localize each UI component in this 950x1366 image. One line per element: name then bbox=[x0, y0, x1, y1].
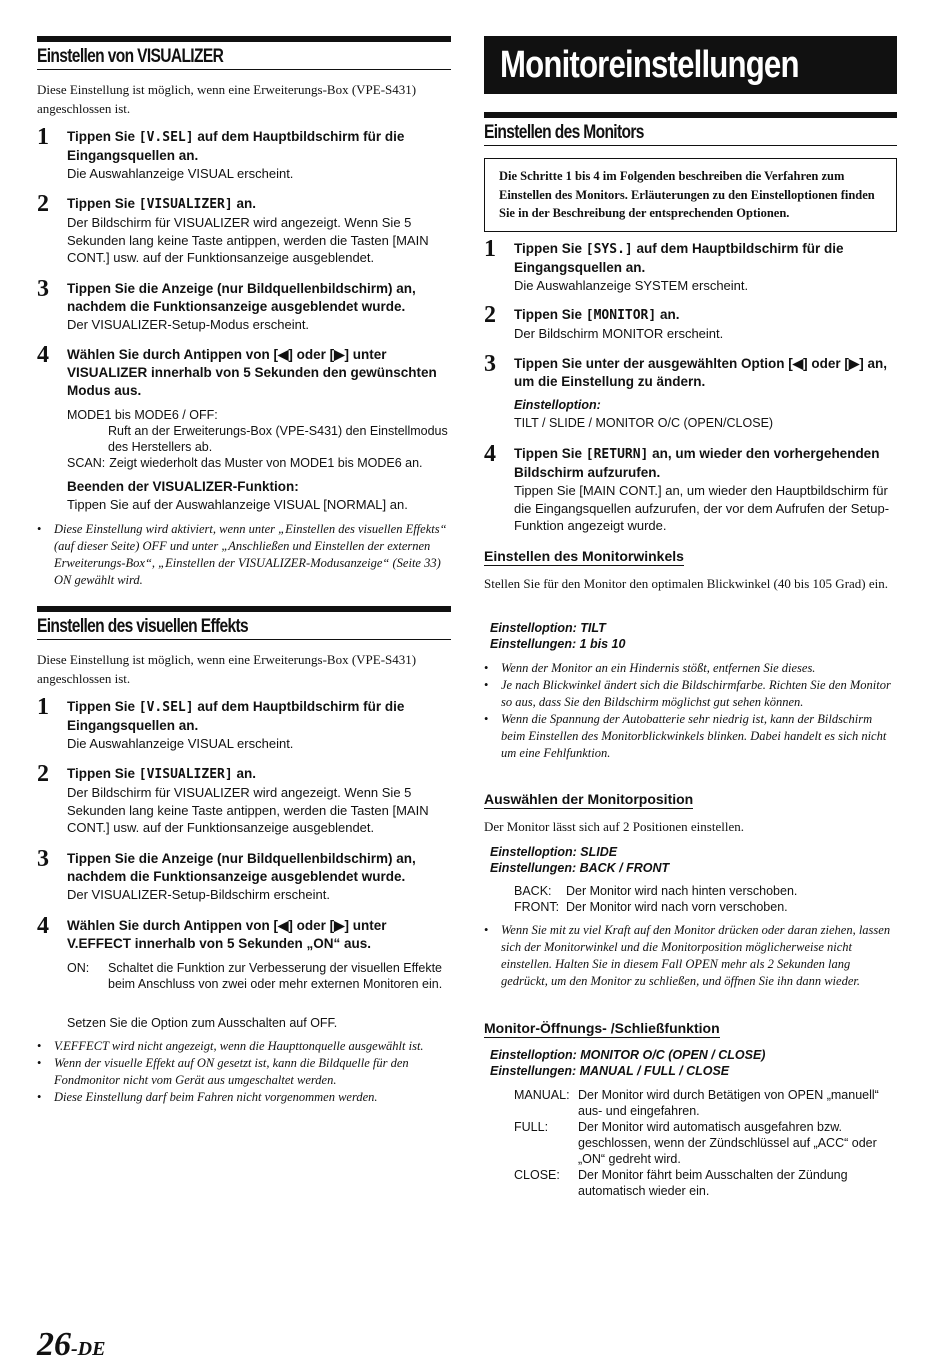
oc-definitions: MANUAL: Der Monitor wird durch Betätigen von OPEN „manuell“ aus- und eingefahren. FULL: Der Monitor wird automatisch ausgefahren bzw. geschlossen, wenn der Zündschlüssel auf „ACC“ oder „ON“ gedreht wird. CLOSE: Der Monitor fährt beim Ausschalten der Zündung automatisch wieder ein. bbox=[514, 1088, 879, 1198]
effect-on-def: ON: Schaltet die Funktion zur Verbesserung der visuellen Effekte beim Anschluss von zwei oder mehr externen Monitoren ein. bbox=[67, 961, 443, 991]
visualizer-step-1: 1 Tippen Sie [V.SEL] auf dem Hauptbildschirm für die Eingangsquellen an. Die Auswahlanzeige VISUAL erscheint. bbox=[37, 124, 405, 181]
oc-option: Einstelloption: MONITOR O/C (OPEN / CLOSE) bbox=[490, 1048, 766, 1062]
slide-settings: Einstellungen: BACK / FRONT bbox=[490, 861, 670, 875]
tilt-notes: • Wenn der Monitor an ein Hindernis stößt, entfernen Sie dieses. • Je nach Blickwinkel ändert sich die Bildschirmfarbe. Richten Sie den Monitor so aus, dass Sie den Bildschirm möglichst gut sehen können. • Wenn die Spannung der Autobatterie sehr niedrig ist, kann der Bildschirm beim Einstellen des Monitorblickwinkels blinken. Dabei handelt es sich nicht um eine Fehlfunktion. bbox=[484, 660, 897, 762]
procedure-note-box: Die Schritte 1 bis 4 im Folgenden beschreiben die Verfahren zum Einstellen des Monitors. Erläuterungen zu den Einstelloptionen finden Sie in der Beschreibung der entsprechenden Optionen. bbox=[484, 158, 897, 232]
effect-step-2: 2 Tippen Sie [VISUALIZER] an. Der Bildschirm für VISUALIZER wird angezeigt. Wenn Sie 5 Sekunden lang keine Taste antippen, werden die Tasten [MAIN CONT.] usw. auf der Funktionsanzeige ausgeblendet. bbox=[37, 761, 429, 835]
slide-intro: Der Monitor lässt sich auf 2 Positionen einstellen. bbox=[484, 819, 744, 834]
monitor-step-2: 2 Tippen Sie [MONITOR] an. Der Bildschirm MONITOR erscheint. bbox=[484, 302, 724, 341]
visualizer-step-2: 2 Tippen Sie [VISUALIZER] an. Der Bildschirm für VISUALIZER wird angezeigt. Wenn Sie 5 Sekunden lang keine Taste antippen, werden die Tasten [MAIN CONT.] usw. auf der Funktionsanzeige ausgeblendet. bbox=[37, 191, 429, 265]
slide-notes: • Wenn Sie mit zu viel Kraft auf den Monitor drücken oder daran ziehen, lassen sich der Monitorwinkel und die Monitorposition möglicherweise nicht einstellen. Halten Sie in diesem Fall OPEN mehr als 2 Sekunden lang gedrückt, um den Monitor zu schließen, und öffnen Sie ihn dann wieder. bbox=[484, 922, 897, 990]
visualizer-notes: • Diese Einstellung wird aktiviert, wenn unter „Einstellen des visuellen Effekts“ (auf dieser Seite) OFF und unter „Anschließen und Einstellen der externen Erweiterungs-Box“, „Einstellen der VISUALIZER-Modusanzeige“ (Seite 33) ON gewählt wird. bbox=[37, 521, 451, 589]
monitor-step-4: 4 Tippen Sie [RETURN] an, um wieder den vorhergehenden Bildschirm aufzurufen. Tippen Sie [MAIN CONT.] an, um wieder den Hauptbildschirm für die Eingangsquellen aufzurufen, der vor dem Aufrufen der Setup-Funktion angezeigt wurde. bbox=[484, 441, 890, 533]
section-heading-effect: Einstellen des visuellen Effekts bbox=[37, 606, 451, 640]
oc-settings: Einstellungen: MANUAL / FULL / CLOSE bbox=[490, 1064, 730, 1078]
visualizer-step-4: 4 Wählen Sie durch Antippen von [◀] oder [▶] unter VISUALIZER innerhalb von 5 Sekunden den gewünschten Modus aus. bbox=[37, 342, 437, 398]
effect-step-3: 3 Tippen Sie die Anzeige (nur Bildquellenbildschirm) an, nachdem die Funktionsanzeige ausgeblendet wurde. Der VISUALIZER-Setup-Bildschirm erscheint. bbox=[37, 846, 416, 902]
effect-intro: Diese Einstellung ist möglich, wenn eine Erweiterungs-Box (VPE-S431) angeschlossen ist. bbox=[37, 652, 417, 686]
visualizer-step-3: 3 Tippen Sie die Anzeige (nur Bildquellenbildschirm) an, nachdem die Funktionsanzeige ausgeblendet wurde. Der VISUALIZER-Setup-Modus erscheint. bbox=[37, 276, 416, 332]
page-title-banner: Monitoreinstellungen bbox=[484, 36, 897, 94]
tilt-intro: Stellen Sie für den Monitor den optimalen Blickwinkel (40 bis 105 Grad) ein. bbox=[484, 576, 889, 591]
section-heading-visualizer: Einstellen von VISUALIZER bbox=[37, 36, 451, 70]
section-heading-monitor: Einstellen des Monitors bbox=[484, 112, 897, 146]
effect-off-text: Setzen Sie die Option zum Ausschalten auf OFF. bbox=[67, 1016, 338, 1030]
subheading-monitor-oc: Monitor-Öffnungs- /Schließfunktion bbox=[484, 1020, 720, 1036]
monitor-step-1: 1 Tippen Sie [SYS.] auf dem Hauptbildschirm für die Eingangsquellen an. Die Auswahlanzeige SYSTEM erscheint. bbox=[484, 236, 844, 293]
tilt-settings: Einstellungen: 1 bis 10 bbox=[490, 637, 626, 651]
slide-definitions: BACK: Der Monitor wird nach hinten verschoben. FRONT: Der Monitor wird nach vorn verschoben. bbox=[514, 884, 798, 914]
monitor-step-3: 3 Tippen Sie unter der ausgewählten Option [◀] oder [▶] an, um die Einstellung zu ändern. Einstelloption: TILT / SLIDE / MONITOR O/C (OPEN/CLOSE) bbox=[484, 351, 888, 430]
visualizer-mode-list: MODE1 bis MODE6 / OFF: Ruft an der Erweiterungs-Box (VPE-S431) den Einstellmodus des Herstellers ab. SCAN: Zeigt wiederholt das Muster von MODE1 bis MODE6 an. bbox=[67, 408, 448, 470]
effect-step-1: 1 Tippen Sie [V.SEL] auf dem Hauptbildschirm für die Eingangsquellen an. Die Auswahlanzeige VISUAL erscheint. bbox=[37, 694, 405, 751]
visualizer-end-block: Beenden der VISUALIZER-Funktion: Tippen Sie auf der Auswahlanzeige VISUAL [NORMAL] an. bbox=[67, 479, 408, 512]
subheading-tilt: Einstellen des Monitorwinkels bbox=[484, 548, 684, 564]
subheading-slide: Auswählen der Monitorposition bbox=[484, 791, 694, 807]
effect-notes: • V.EFFECT wird nicht angezeigt, wenn die Haupttonquelle ausgewählt ist. • Wenn der visuelle Effekt auf ON gesetzt ist, kann die Bildquelle für den Fondmonitor nicht vom Gerät aus umgeschaltet werden. • Diese Einstellung darf beim Fahren nicht vorgenommen werden. bbox=[37, 1038, 451, 1106]
visualizer-intro: Diese Einstellung ist möglich, wenn eine Erweiterungs-Box (VPE-S431) angeschlossen ist. bbox=[37, 82, 417, 116]
slide-option: Einstelloption: SLIDE bbox=[490, 845, 618, 859]
effect-step-4: 4 Wählen Sie durch Antippen von [◀] oder [▶] unter V.EFFECT innerhalb von 5 Sekunden „ON“ aus. bbox=[37, 913, 387, 951]
page-number: 26-DE bbox=[37, 1326, 106, 1363]
tilt-option: Einstelloption: TILT bbox=[490, 621, 606, 635]
